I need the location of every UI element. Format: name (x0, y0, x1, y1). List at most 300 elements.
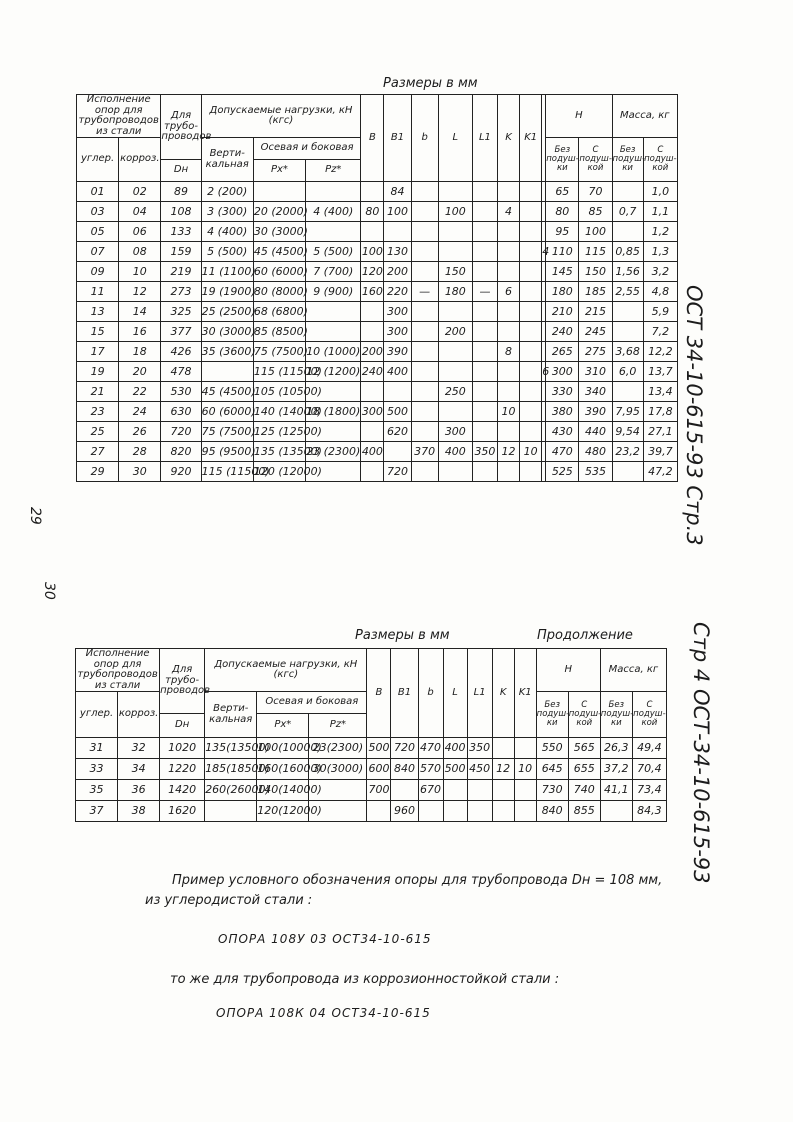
table-cell: 400 (361, 442, 384, 462)
table-cell: 23,2 (612, 442, 643, 462)
table-cell: 200 (438, 322, 472, 342)
table-cell: 133 (161, 222, 201, 242)
table-cell (612, 182, 643, 202)
table-cell: 9 (900) (306, 282, 361, 302)
table-cell: 12 (1200) (306, 362, 361, 382)
table-cell (498, 362, 520, 382)
table-cell (361, 322, 384, 342)
table-cell: 100 (361, 242, 384, 262)
table-cell: 01 (77, 182, 119, 202)
table-cell: 130 (384, 242, 411, 262)
table-cell: 185(18500) (205, 759, 257, 780)
table-cell: 8 (498, 342, 520, 362)
table-cell: 4 (542, 242, 546, 262)
table-cell: 115 (579, 242, 612, 262)
table-cell: 855 (568, 801, 600, 822)
header-mass-s: С подуш-кой (643, 138, 677, 182)
header-for-pipe: Для трубо-проводов (161, 95, 201, 160)
table-cell: 5 (500) (201, 242, 253, 262)
header-axial: Осевая и боковая (253, 138, 361, 160)
table-cell (411, 202, 438, 222)
table-cell (306, 302, 361, 322)
table-cell (498, 322, 520, 342)
table-cell (520, 322, 542, 342)
table-cell (438, 402, 472, 422)
page-number-29: 29 (27, 507, 43, 525)
table-cell: 1420 (160, 780, 205, 801)
table-cell: 10 (514, 759, 536, 780)
table-cell: 450 (467, 759, 492, 780)
table-cell (438, 242, 472, 262)
table-cell (520, 462, 542, 482)
table-cell (361, 182, 384, 202)
table-cell: 275 (579, 342, 612, 362)
table-cell: 10 (1000) (306, 342, 361, 362)
table-cell: 370 (411, 442, 438, 462)
table-cell (438, 462, 472, 482)
table-cell: 115 (11500) (253, 362, 305, 382)
table-cell: 3,2 (643, 262, 677, 282)
table-cell: 35 (76, 780, 118, 801)
table-cell (467, 780, 492, 801)
table-cell: 960 (391, 801, 418, 822)
table-cell: 14 (119, 302, 161, 322)
table-cell: 730 (536, 780, 568, 801)
table-cell: 380 (546, 402, 579, 422)
table-cell: 820 (161, 442, 201, 462)
table-cell: 1,1 (643, 202, 677, 222)
table-cell (472, 342, 497, 362)
table-cell (306, 222, 361, 242)
table-cell: 13 (77, 302, 119, 322)
table-cell: 85 (8500) (253, 322, 305, 342)
table-cell: 4 (400) (201, 222, 253, 242)
table-cell: 7 (700) (306, 262, 361, 282)
header-B: B (361, 95, 384, 182)
table-cell: 265 (546, 342, 579, 362)
table-cell (520, 182, 542, 202)
table-cell: 330 (546, 382, 579, 402)
table-cell (612, 302, 643, 322)
table-cell: 310 (579, 362, 612, 382)
table-cell: 550 (536, 738, 568, 759)
table-cell: 28 (119, 442, 161, 462)
table-cell: 400 (438, 442, 472, 462)
table-cell: 4 (400) (306, 202, 361, 222)
table-cell (520, 422, 542, 442)
b-header-B1: B1 (391, 649, 418, 738)
table-row (77, 422, 678, 442)
table-cell: 135 (13500) (253, 442, 305, 462)
table-cell: 390 (384, 342, 411, 362)
table-cell (411, 302, 438, 322)
b-header-K1: K1 (514, 649, 536, 738)
table-cell: 75 (7500) (253, 342, 305, 362)
table-cell: 325 (161, 302, 201, 322)
table-cell: 45 (4500) (201, 382, 253, 402)
table-cell (520, 362, 542, 382)
table-cell: 140 (14000) (253, 402, 305, 422)
table-cell: 3 (300) (201, 202, 253, 222)
header-B1: B1 (384, 95, 411, 182)
table-cell: 23(2300) (309, 738, 367, 759)
table-cell: 70,4 (632, 759, 666, 780)
table-row (76, 759, 667, 780)
table-cell (438, 302, 472, 322)
table-cell (472, 202, 497, 222)
table-cell: 570 (418, 759, 443, 780)
table-cell (411, 242, 438, 262)
side-doc-code-top: ОСТ 34-10-615-93 Стр.3 (682, 285, 706, 546)
bottom-caption: Размеры в мм (355, 628, 450, 643)
table-cell: 1,2 (643, 222, 677, 242)
table-cell: 70 (579, 182, 612, 202)
table-cell (612, 322, 643, 342)
table-cell: 350 (472, 442, 497, 462)
b-header-uglerod: углер. (76, 692, 118, 738)
table-row (77, 362, 678, 382)
top-caption: Размеры в мм (383, 76, 478, 91)
table-cell: 1220 (160, 759, 205, 780)
table-cell: 120 (12000) (253, 462, 305, 482)
table-cell (384, 442, 411, 462)
table-cell: 17,8 (643, 402, 677, 422)
table-cell: 140(14000) (257, 780, 309, 801)
table-row (77, 302, 678, 322)
table-row (76, 780, 667, 801)
table-cell: 02 (119, 182, 161, 202)
header-L1: L1 (472, 95, 497, 182)
table-cell: 219 (161, 262, 201, 282)
table-cell: 150 (579, 262, 612, 282)
table-row (76, 738, 667, 759)
table-cell: 426 (161, 342, 201, 362)
table-cell: 300 (361, 402, 384, 422)
header-dn: Dн (161, 160, 201, 182)
table-row (76, 801, 667, 822)
table-row (77, 202, 678, 222)
b-header-L: L (443, 649, 467, 738)
table-cell: 11 (1100) (201, 262, 253, 282)
table-cell: — (472, 282, 497, 302)
table-cell: 2 (200) (201, 182, 253, 202)
b-header-px: Px* (257, 714, 309, 738)
table-cell: 2,55 (612, 282, 643, 302)
table-cell: 300 (546, 362, 579, 382)
table-cell: 0,85 (612, 242, 643, 262)
table-cell: 26 (119, 422, 161, 442)
table-cell: 480 (579, 442, 612, 462)
table-cell (498, 422, 520, 442)
table-cell: 6 (498, 282, 520, 302)
table-cell: 530 (161, 382, 201, 402)
table-cell: 115 (11500) (201, 462, 253, 482)
table-cell: 215 (579, 302, 612, 322)
b-header-pz: Pz* (309, 714, 367, 738)
table-cell (384, 382, 411, 402)
table-cell: 49,4 (632, 738, 666, 759)
b-header-mass-s: С подуш-кой (632, 692, 666, 738)
table-cell: 38 (118, 801, 160, 822)
table-cell (472, 242, 497, 262)
table-cell: 7,95 (612, 402, 643, 422)
example-code-2: ОПОРА 108К 04 ОСТ34-10-615 (216, 1006, 431, 1020)
header-vert: Верти-кальная (201, 138, 253, 182)
table-cell (361, 422, 384, 442)
table-cell (472, 462, 497, 482)
table-cell: 260(26000) (205, 780, 257, 801)
table-cell: 10 (498, 402, 520, 422)
table-cell: 60 (6000) (201, 402, 253, 422)
table-cell (411, 322, 438, 342)
table-cell (361, 462, 384, 482)
b-header-H-s: С подуш-кой (568, 692, 600, 738)
table-cell (443, 801, 467, 822)
example-line-1: Пример условного обозначения опоры для трубопровода Dн = 108 мм, (172, 873, 663, 888)
table-cell: 920 (161, 462, 201, 482)
table-cell: 18 (1800) (306, 402, 361, 422)
b-header-loads: Допускаемые нагрузки, кН (кгс) (205, 649, 367, 692)
table-cell (438, 362, 472, 382)
table-cell: 535 (579, 462, 612, 482)
table-cell: 37,2 (600, 759, 632, 780)
table-cell (612, 462, 643, 482)
table-cell (443, 780, 467, 801)
table-cell: 273 (161, 282, 201, 302)
b-header-H: H (536, 649, 600, 692)
table-cell: 500 (443, 759, 467, 780)
table-cell: 200 (384, 262, 411, 282)
table-cell (612, 382, 643, 402)
table-cell (520, 202, 542, 222)
table-cell: 525 (546, 462, 579, 482)
table-cell: 13,4 (643, 382, 677, 402)
table-cell: 600 (367, 759, 391, 780)
table-cell (411, 422, 438, 442)
table-cell: 478 (161, 362, 201, 382)
example-line-3: то же для трубопровода из коррозионностойкой стали : (170, 972, 560, 987)
b-header-dn: Dн (160, 714, 205, 738)
table-cell: 135(13500) (205, 738, 257, 759)
table-cell: 500 (384, 402, 411, 422)
table-cell (472, 302, 497, 322)
table-cell: 17 (77, 342, 119, 362)
table-row (77, 382, 678, 402)
table-cell: 16 (119, 322, 161, 342)
header-isp: Исполнение опор для трубопроводов из стали (77, 95, 161, 138)
table-cell (514, 738, 536, 759)
table-cell: 25 (77, 422, 119, 442)
table-cell: 75 (7500) (201, 422, 253, 442)
b-header-korroz: корроз. (118, 692, 160, 738)
table-cell (201, 362, 253, 382)
table-cell: 159 (161, 242, 201, 262)
table-cell: 240 (361, 362, 384, 382)
table-row (77, 402, 678, 422)
table-cell: 100 (579, 222, 612, 242)
table-cell (498, 242, 520, 262)
table-cell: 95 (9500) (201, 442, 253, 462)
table-cell: 68 (6800) (253, 302, 305, 322)
table-cell: 100 (438, 202, 472, 222)
table-cell (253, 182, 305, 202)
table-cell (411, 462, 438, 482)
table-cell: 45 (4500) (253, 242, 305, 262)
table-cell (472, 422, 497, 442)
table-cell (498, 182, 520, 202)
table-cell: 340 (579, 382, 612, 402)
table-cell: 80 (546, 202, 579, 222)
table-cell: 37 (76, 801, 118, 822)
table-cell (411, 182, 438, 202)
table-cell: 47,2 (643, 462, 677, 482)
table-cell: 185 (579, 282, 612, 302)
table-cell: 03 (77, 202, 119, 222)
table-cell: 27,1 (643, 422, 677, 442)
table-cell: 105 (10500) (253, 382, 305, 402)
example-code-1: ОПОРА 108У 03 ОСТ34-10-615 (218, 932, 432, 946)
table-cell (384, 222, 411, 242)
table-row (77, 182, 678, 202)
table-cell: 89 (161, 182, 201, 202)
table-cell: 220 (384, 282, 411, 302)
table-cell: 21 (77, 382, 119, 402)
table-cell (492, 780, 514, 801)
table-cell: 500 (367, 738, 391, 759)
table-cell: 400 (443, 738, 467, 759)
table-cell (472, 362, 497, 382)
table-cell: 210 (546, 302, 579, 322)
table-cell (472, 322, 497, 342)
table-cell (472, 262, 497, 282)
table-cell: 32 (118, 738, 160, 759)
table-cell: 12 (492, 759, 514, 780)
table-cell (600, 801, 632, 822)
table-cell (520, 242, 542, 262)
b-header-K: K (492, 649, 514, 738)
table-cell: 630 (161, 402, 201, 422)
header-pz: Pz* (306, 160, 361, 182)
b-header-isp: Исполнение опор для трубопроводов из стали (77, 648, 158, 691)
b-header-vert: Верти-кальная (205, 692, 257, 738)
continuation-label: Продолжение (537, 628, 633, 643)
table-cell: 670 (418, 780, 443, 801)
table-cell: 84,3 (632, 801, 666, 822)
header-loads: Допускаемые нагрузки, кН (кгс) (201, 95, 361, 138)
table-row (77, 462, 678, 482)
table-cell: 565 (568, 738, 600, 759)
b-header-H-bez: Без подуш-ки (536, 692, 568, 738)
b-header-B: B (367, 649, 391, 738)
table-cell (411, 362, 438, 382)
table-cell: 20 (2000) (253, 202, 305, 222)
example-line-2: из углеродистой стали : (145, 893, 313, 908)
table-cell: 160(16000) (257, 759, 309, 780)
side-doc-code-bottom: Стр 4 ОСТ-34-10-615-93 (689, 622, 713, 884)
table-cell (361, 302, 384, 322)
table-row (77, 322, 678, 342)
table-cell (498, 222, 520, 242)
table-cell (472, 402, 497, 422)
bottom-spec-table (75, 648, 667, 822)
table-cell: 06 (119, 222, 161, 242)
table-cell: 07 (77, 242, 119, 262)
table-cell: 430 (546, 422, 579, 442)
table-cell (492, 738, 514, 759)
table-cell: 23 (2300) (306, 442, 361, 462)
table-cell: 80 (361, 202, 384, 222)
table-cell: 34 (118, 759, 160, 780)
table-cell: 4,8 (643, 282, 677, 302)
table-cell: 240 (546, 322, 579, 342)
table-cell: 620 (384, 422, 411, 442)
table-cell (411, 342, 438, 362)
table-cell: 19 (1900) (201, 282, 253, 302)
table-cell (520, 402, 542, 422)
b-header-for-pipe: Для трубо-проводов (160, 649, 205, 714)
table-cell: 645 (536, 759, 568, 780)
table-cell: 720 (161, 422, 201, 442)
table-cell (520, 282, 542, 302)
table-cell: 740 (568, 780, 600, 801)
page-number-30: 30 (41, 582, 57, 600)
table-cell: 700 (367, 780, 391, 801)
table-cell: 25 (2500) (201, 302, 253, 322)
table-cell: 3,68 (612, 342, 643, 362)
header-K: K (498, 95, 520, 182)
table-cell: 245 (579, 322, 612, 342)
table-cell (514, 780, 536, 801)
table-cell: 35 (3600) (201, 342, 253, 362)
table-cell: 33 (76, 759, 118, 780)
table-cell: 300 (384, 322, 411, 342)
table-cell: 5,9 (643, 302, 677, 322)
table-cell: 470 (418, 738, 443, 759)
table-cell (520, 262, 542, 282)
table-cell: 1020 (160, 738, 205, 759)
header-H-bez: Без подуш-ки (546, 138, 579, 182)
table-cell: 13,7 (643, 362, 677, 382)
table-cell (438, 182, 472, 202)
table-cell: 11 (77, 282, 119, 302)
table-cell: 84 (384, 182, 411, 202)
table-row (77, 222, 678, 242)
table-cell: 08 (119, 242, 161, 262)
table-cell (472, 382, 497, 402)
header-mass-bez: Без подуш-ки (612, 138, 643, 182)
table-cell: 5 (500) (306, 242, 361, 262)
header-uglerod: углер. (77, 138, 119, 182)
header-H: H (546, 95, 612, 138)
table-cell: 73,4 (632, 780, 666, 801)
table-cell: 150 (438, 262, 472, 282)
table-cell (514, 801, 536, 822)
table-row (77, 282, 678, 302)
top-spec-table (76, 94, 678, 482)
table-cell: 15 (77, 322, 119, 342)
table-cell: 85 (579, 202, 612, 222)
table-cell: 840 (536, 801, 568, 822)
table-cell: 6 (542, 362, 546, 382)
table-cell: 22 (119, 382, 161, 402)
table-cell: 120 (361, 262, 384, 282)
table-cell (306, 322, 361, 342)
table-cell: 180 (438, 282, 472, 302)
table-cell: 12 (498, 442, 520, 462)
table-cell: 10 (119, 262, 161, 282)
table-cell: 377 (161, 322, 201, 342)
table-cell (520, 302, 542, 322)
